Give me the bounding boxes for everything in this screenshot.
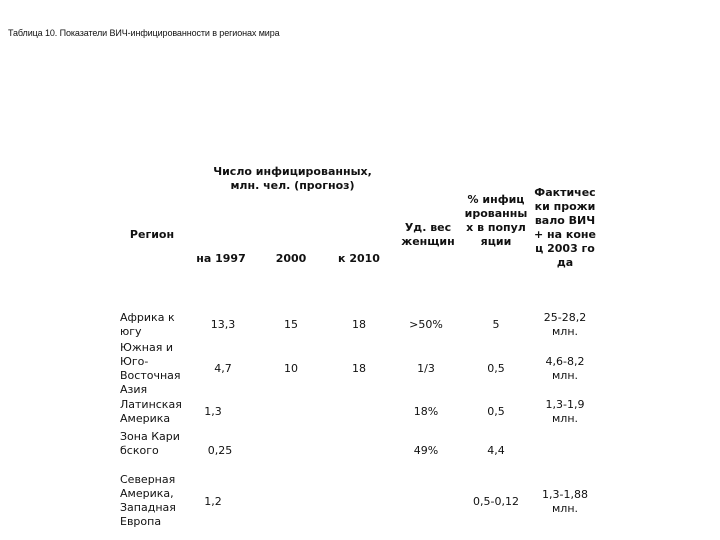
cell-pct: 4,4 xyxy=(487,444,505,457)
cell-women: 49% xyxy=(413,444,439,457)
cell-1997: 4,7 xyxy=(214,362,232,375)
header-women-share: Уд. вес женщин xyxy=(401,221,455,248)
cell-1997: 1,3 xyxy=(204,405,222,418)
cell-region: Африка к югу xyxy=(120,311,175,338)
cell-actual: 25-28,2 млн. xyxy=(543,311,587,338)
cell-2010: 18 xyxy=(352,318,366,331)
header-year-2000: 2000 xyxy=(275,252,307,265)
table-caption: Таблица 10. Показатели ВИЧ-инфицированности в регионах мира xyxy=(8,28,280,38)
cell-1997: 13,3 xyxy=(210,318,236,331)
cell-pct: 0,5 xyxy=(487,405,505,418)
cell-actual: 1,3-1,9 млн. xyxy=(545,398,585,425)
header-pct-infected: % инфицированных в популяции xyxy=(464,193,528,248)
cell-women: >50% xyxy=(409,318,443,331)
header-actual-2003: Фактически проживало ВИЧ+ на конец 2003 года xyxy=(534,186,596,269)
cell-2010: 18 xyxy=(352,362,366,375)
header-region: Регион xyxy=(129,228,175,241)
cell-region: Зона Карибского xyxy=(120,430,180,457)
header-year-2010: к 2010 xyxy=(338,252,380,265)
cell-actual: 4,6-8,2 млн. xyxy=(545,355,585,382)
cell-actual: 1,3-1,88 млн. xyxy=(542,488,588,515)
cell-pct: 0,5-0,12 xyxy=(473,495,519,508)
cell-2000: 10 xyxy=(284,362,298,375)
cell-1997: 1,2 xyxy=(204,495,222,508)
cell-region: Латинская Америка xyxy=(120,398,182,425)
cell-1997: 0,25 xyxy=(207,444,233,457)
cell-pct: 0,5 xyxy=(487,362,505,375)
header-year-1997: на 1997 xyxy=(196,252,246,265)
cell-pct: 5 xyxy=(492,318,500,331)
cell-region: Южная и Юго-Восточная Азия xyxy=(120,341,181,396)
header-infected-group: Число инфицированных, млн. чел. (прогноз) xyxy=(213,165,372,192)
cell-women: 18% xyxy=(413,405,439,418)
cell-region: Северная Америка, Западная Европа xyxy=(120,473,176,528)
cell-2000: 15 xyxy=(284,318,298,331)
cell-women: 1/3 xyxy=(417,362,435,375)
